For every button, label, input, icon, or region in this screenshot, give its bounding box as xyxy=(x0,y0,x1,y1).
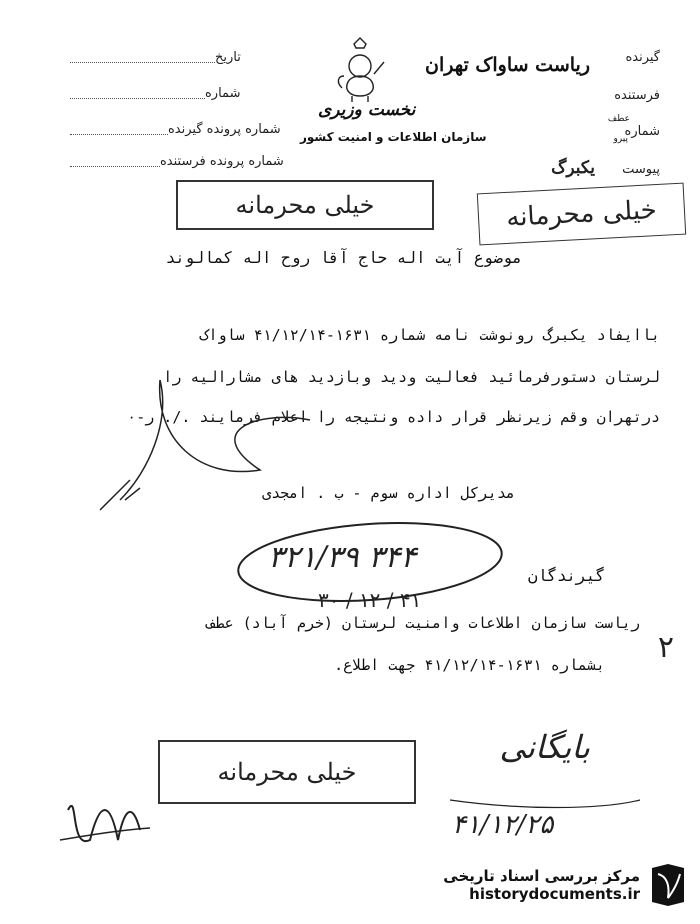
number-note-atf: عطف xyxy=(607,114,630,124)
archive-note: بایگانی xyxy=(499,728,590,766)
receiver-value: ریاست ساواک تهران xyxy=(425,54,590,76)
handwritten-file-number: ۳۲۱/۳۹ ۳۴۴ xyxy=(268,540,417,575)
recipients-heading: گیرندگان xyxy=(527,566,605,585)
classification-stamp-right: خیلی محرمانه xyxy=(477,183,686,246)
classification-stamp-bottom: خیلی محرمانه xyxy=(158,740,416,804)
watermark-title: مرکز بررسی اسناد تاریخی xyxy=(443,867,640,885)
emblem-caption-2: سازمان اطلاعات و امنیت کشور xyxy=(300,130,487,144)
date-label: تاریخ xyxy=(215,50,241,65)
recipients-line-1: ریاست سازمان اطلاعات وامنیت لرستان (خرم آباد) عطف xyxy=(206,614,640,632)
emblem-caption-1: نخست وزیری xyxy=(318,100,416,120)
number-note-peiro: پیرو xyxy=(613,134,628,144)
sender-file-label: شماره پرونده فرستنده xyxy=(160,154,284,169)
book-logo-icon xyxy=(648,862,688,908)
sender-label: فرستنده xyxy=(614,88,660,103)
margin-mark: ۲ xyxy=(657,630,674,665)
number-label: شماره xyxy=(205,86,241,101)
receiver-label: گیرنده xyxy=(625,50,660,65)
handwritten-date-note: ۳۰ / ۱۲ / ۴۱ xyxy=(318,588,422,612)
receiver-file-label: شماره پرونده گیرنده xyxy=(168,122,281,137)
body-line-2: لرستان دستورفرمائید فعالیت ودید وبازدید های مشارالیه را xyxy=(163,368,660,386)
body-line-1: باایفاد یکبرگ رونوشت نامه شماره ۱۶۳۱-۴۱/۱۲/۱۴ ساواک xyxy=(199,326,660,344)
classification-stamp-top: خیلی محرمانه xyxy=(176,180,434,230)
signature-line: مدیرکل اداره سوم - ب . امجدی xyxy=(262,484,515,502)
archive-date: ۴۱/۱۲/۲۵ xyxy=(452,810,554,840)
attachment-value: یکبرگ xyxy=(551,158,595,178)
number-subject-label: شماره xyxy=(624,124,660,139)
attachment-label: پیوست xyxy=(622,162,660,177)
body-line-3: درتهران وقم زیرنظر قرار داده ونتیجه را اعلام فرمایند ./. ر-۰ xyxy=(127,408,660,426)
subject-line: موضوع آیت اله حاج آقا روح اله کمالوند xyxy=(165,248,522,267)
recipients-line-2: بشماره ۱۶۳۱-۴۱/۱۲/۱۴ جهت اطلاع. xyxy=(334,656,605,674)
watermark xyxy=(398,856,688,914)
watermark-url: historydocuments.ir xyxy=(469,885,640,903)
